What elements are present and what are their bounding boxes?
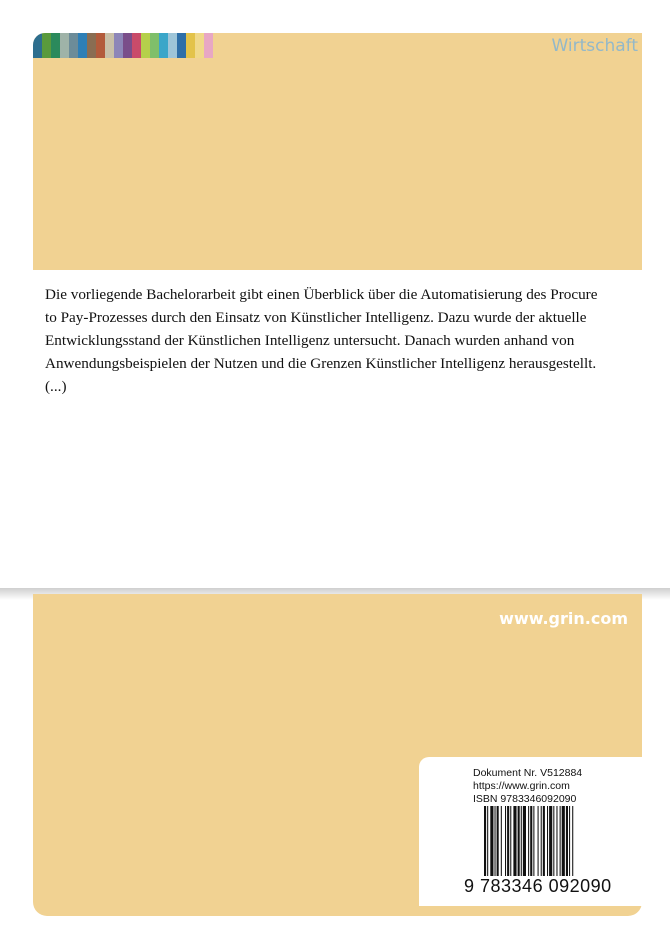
color-stripe [159,33,168,58]
color-stripe [60,33,69,58]
barcode-bar [487,806,488,876]
summary-text [45,283,635,398]
document-number: Dokument Nr. V512884 [473,767,583,779]
color-stripe [69,33,78,58]
barcode-bar [569,806,570,876]
barcode-bar [541,806,542,876]
cover-top-panel [33,33,642,270]
summary-line: (...) [45,378,67,395]
barcode-bar [562,806,565,876]
barcode-bar [484,806,486,876]
barcode-bar [543,806,545,876]
color-stripe [105,33,114,58]
series-label: Wirtschaft [551,36,638,56]
barcode-bar [513,806,516,876]
color-stripe [141,33,150,58]
color-stripe [132,33,141,58]
barcode-bar [518,806,520,876]
barcode-bar [495,806,496,876]
summary-line: to Pay-Prozesses durch den Einsatz von Künstlicher Intelligenz. Dazu wurde der aktuelle [45,309,587,326]
barcode-bar [553,806,554,876]
summary-line: Die vorliegende Bachelorarbeit gibt einen Überblick über die Automatisierung des Procure [45,286,598,303]
barcode-bar [547,806,548,876]
barcode-bar [505,806,506,876]
barcode-bar [549,806,552,876]
barcode [484,806,632,876]
color-stripe [42,33,51,58]
barcode-bar [572,806,573,876]
color-stripe [114,33,123,58]
color-stripe [168,33,177,58]
color-stripe [78,33,87,58]
barcode-bar [528,806,529,876]
color-stripe [87,33,96,58]
color-stripes [33,33,213,58]
barcode-bar [530,806,532,876]
barcode-bar [560,806,561,876]
barcode-bar [533,806,534,876]
color-stripe [195,33,204,58]
barcode-bar [538,806,539,876]
color-stripe [186,33,195,58]
barcode-bar [490,806,493,876]
summary-line: Anwendungsbeispielen der Nutzen und die Grenzen Künstlicher Intelligenz herausgestellt. [45,355,597,372]
color-stripe [177,33,186,58]
color-stripe [204,33,213,58]
barcode-bar [521,806,522,876]
summary-line: Entwicklungsstand der Künstlichen Intelligenz untersucht. Danach wurden anhand von [45,332,575,349]
barcode-bar [566,806,568,876]
color-stripe [33,33,42,58]
color-stripe [51,33,60,58]
barcode-bar [507,806,509,876]
color-stripe [96,33,105,58]
barcode-bar [510,806,511,876]
isbn: ISBN 9783346092090 [473,793,577,805]
color-stripe [150,33,159,58]
barcode-digits: 9 783346 092090 [464,876,612,896]
color-stripe [123,33,132,58]
site-url: www.grin.com [499,609,628,628]
barcode-bar [523,806,526,876]
barcode-bar [556,806,557,876]
barcode-bar [501,806,502,876]
barcode-bar [497,806,499,876]
info-url: https://www.grin.com [473,780,570,792]
